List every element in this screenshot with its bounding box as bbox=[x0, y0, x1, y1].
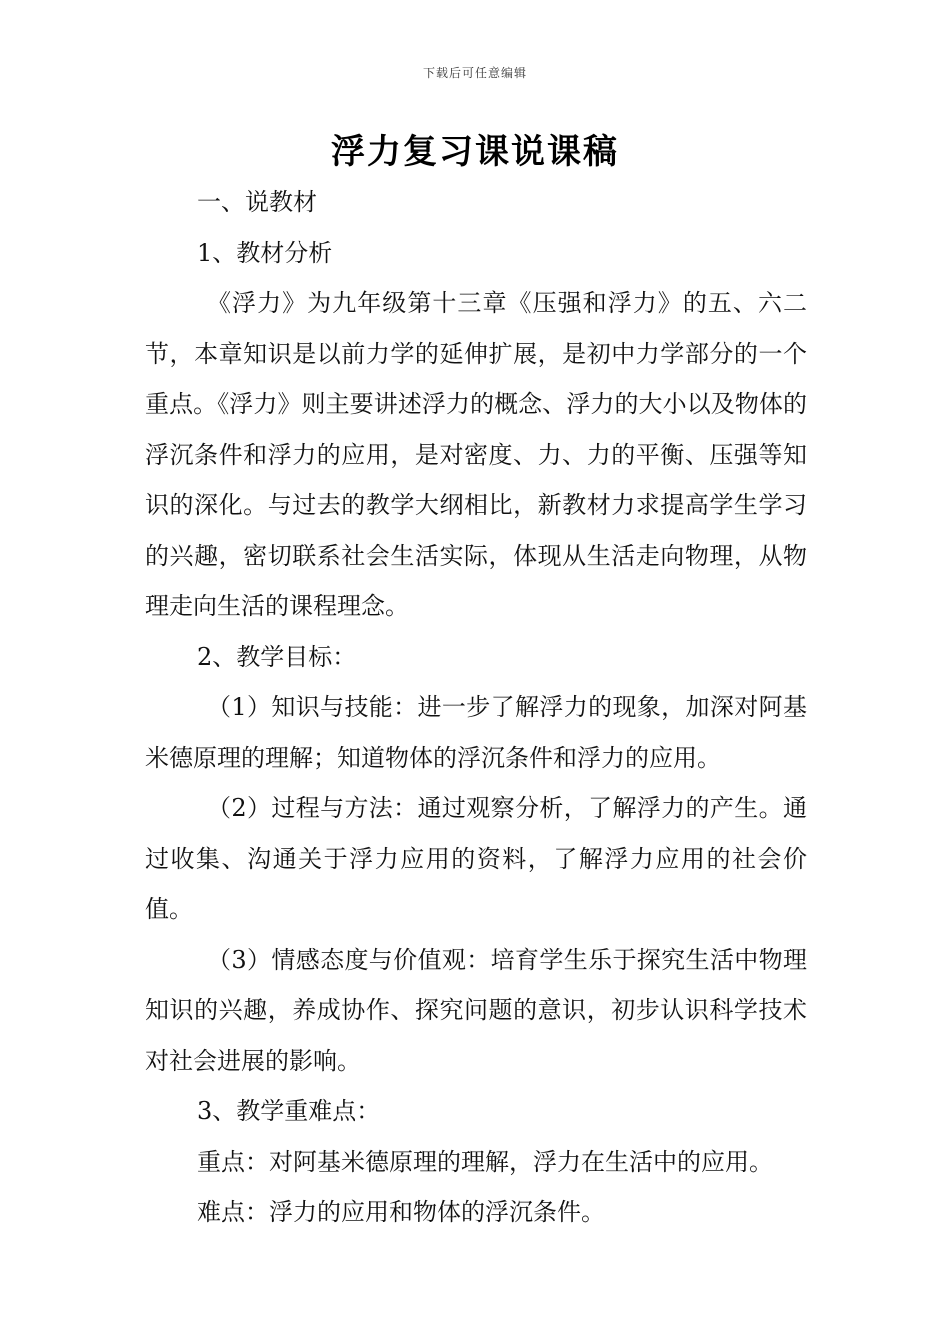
header-note: 下载后可任意编辑 bbox=[422, 66, 527, 80]
document-title: 浮力复习课说课稿 bbox=[331, 132, 619, 172]
paragraph-goal-knowledge: （1）知识与技能：进一步了解浮力的现象，加深对阿基米德原理的理解；知道物体的浮沉条件和浮力的应用。 bbox=[145, 693, 807, 772]
paragraph-goal-process: （2）过程与方法：通过观察分析，了解浮力的产生。通过收集、沟通关于浮力应用的资料，了解浮力应用的社会价值。 bbox=[145, 794, 807, 923]
key-point-text: 重点：对阿基米德原理的理解，浮力在生活中的应用。 bbox=[197, 1147, 773, 1176]
difficulty-text: 难点：浮力的应用和物体的浮沉条件。 bbox=[197, 1198, 605, 1226]
subheading-material-analysis: 1、教材分析 bbox=[197, 238, 333, 267]
section-heading-teaching-material: 一、说教材 bbox=[197, 188, 317, 216]
paragraph-goal-emotion: （3）情感态度与价值观：培育学生乐于探究生活中物理知识的兴趣，养成协作、探究问题的意识，初步认识科学技术对社会进展的影响。 bbox=[145, 945, 807, 1075]
paragraph-material-analysis: 《浮力》为九年级第十三章《压强和浮力》的五、六二节，本章知识是以前力学的延伸扩展，是初中力学部分的一个重点。《浮力》则主要讲述浮力的概念、浮力的大小以及物体的浮沉条件和浮力的应用，是对密度、力、力的平衡、压强等知识的深化。与过去的教学大纲相比，新教材力求提高学生学习的兴趣，密切联系社会生活实际，体现从生活走向物理，从物理走向生活的课程理念。 bbox=[145, 289, 807, 620]
document-body bbox=[145, 177, 807, 1238]
subheading-key-difficult-points: 3、教学重难点： bbox=[197, 1097, 381, 1125]
subheading-teaching-goals: 2、教学目标： bbox=[197, 642, 357, 671]
